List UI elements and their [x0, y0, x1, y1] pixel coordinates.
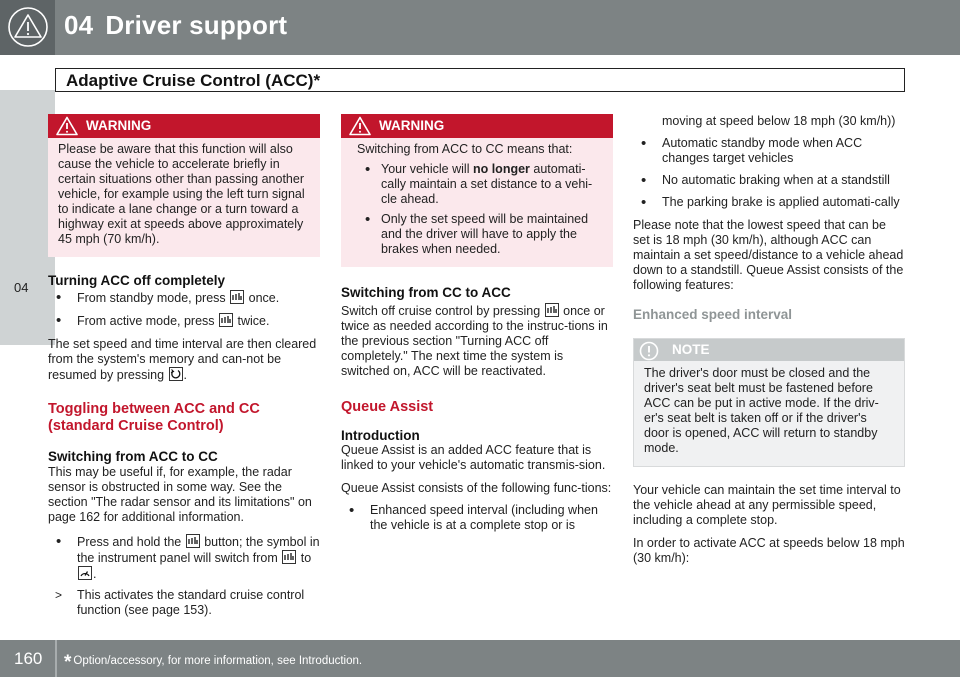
chapter-name: Driver support: [105, 10, 288, 40]
cruise-distance-icon: [219, 313, 233, 327]
list-item-text: .: [93, 567, 97, 581]
paragraph-text: The set speed and time interval are then cleared from the system's memory and can-not be resumed by pressing: [48, 337, 317, 382]
list-item: • Enhanced speed interval (including when the vehicle is at a complete stop or is: [341, 503, 613, 533]
info-icon: [639, 341, 659, 361]
acc-symbol-icon: [282, 550, 296, 564]
warning-title: WARNING: [379, 118, 445, 133]
heading-toggling: Toggling between ACC and CC (standard Cruise Control): [48, 401, 260, 434]
paragraph-text: Switch off cruise control by pressing: [341, 304, 541, 318]
speedometer-icon: [78, 566, 92, 580]
warning-text: Please be aware that this function will also cause the vehicle to accelerate briefly in certain situations other than passing another vehicle, for example using the left turn signal to indicate a lane change or a turn toward a highway exit at speeds above approximately 45 mph (70 km/h).: [58, 142, 305, 246]
chapter-header: [0, 0, 960, 55]
list-item-continuation: moving at speed below 18 mph (30 km/h)): [662, 114, 896, 128]
warning-icon: [349, 116, 371, 136]
paragraph: In order to activate ACC at speeds below 18 mph (30 km/h):: [633, 536, 905, 565]
column-1: [48, 114, 320, 618]
paragraph: This may be useful if, for example, the radar sensor is obstructed in some way. See the section "The radar sensor and its limitations" on page 162 for additional information.: [48, 465, 312, 524]
warning-box-header: [341, 114, 613, 138]
warning-triangle-icon: [0, 0, 55, 55]
note-title: NOTE: [672, 342, 710, 357]
warning-box: [48, 114, 320, 257]
paragraph: Queue Assist consists of the following func-tions:: [341, 481, 612, 495]
page-number: 160: [14, 649, 43, 668]
cruise-distance-icon: [186, 534, 200, 548]
note-text: The driver's door must be closed and the driver's seat belt must be fastened before ACC can be put in active mode. If the driv-er's seat belt is taken off or if the driver's door is opened, ACC will return to standby mode.: [644, 366, 879, 455]
warning-box-header: [48, 114, 320, 138]
warning-box: [341, 114, 613, 267]
list-item-text: button; the symbol in the instrument panel will switch from: [77, 535, 320, 565]
list-item: • Only the set speed will be maintained and the driver will have to apply the brakes when needed.: [357, 212, 603, 257]
chapter-title: [64, 10, 287, 41]
list-item: [357, 162, 603, 207]
page-footer: [0, 640, 960, 677]
list-item-text: Press and hold the: [77, 535, 182, 549]
warning-body: [341, 138, 613, 267]
heading-enhanced-speed-interval: Enhanced speed interval: [633, 307, 793, 322]
chapter-side-tab: [0, 90, 55, 345]
column-2: [341, 114, 613, 533]
note-box: [633, 338, 905, 467]
resume-icon: [169, 367, 183, 381]
list-item: • The parking brake is applied automati-cally: [633, 195, 905, 210]
paragraph: Your vehicle can maintain the set time interval to the vehicle ahead at any permissible speed, including a complete stop.: [633, 483, 901, 527]
warning-icon: [56, 116, 78, 136]
footnote-text: Option/accessory, for more information, see Introduction.: [73, 655, 363, 667]
column-3: [633, 114, 905, 566]
list-item-emphasis: no longer: [472, 162, 530, 176]
paragraph: [341, 303, 613, 379]
heading-queue-assist: Queue Assist: [341, 399, 434, 415]
list-item-text: From active mode, press: [77, 314, 215, 328]
heading-introduction: Introduction: [341, 428, 420, 443]
list-item-text: Your vehicle will: [381, 162, 470, 176]
list-item: • No automatic braking when at a standstill: [633, 173, 905, 188]
list-item-text: twice.: [237, 314, 270, 328]
warning-title: WARNING: [86, 118, 152, 133]
footer-divider: [55, 640, 57, 677]
list-item-text: once.: [248, 291, 280, 305]
list-item: [48, 290, 320, 306]
chapter-number: 04: [64, 10, 94, 40]
warning-intro: Switching from ACC to CC means that:: [357, 142, 573, 156]
list-item-text: From standby mode, press: [77, 291, 226, 305]
heading-turning-acc-off: Turning ACC off completely: [48, 273, 225, 288]
cruise-distance-icon: [545, 303, 559, 317]
section-title-bar: [55, 68, 905, 92]
list-item: • Automatic standby mode when ACC changes target vehicles: [633, 136, 905, 166]
list-item: [48, 313, 320, 329]
paragraph-text: once or twice as needed according to the instruc-tions in the previous section "Turning ACC off completely." The next time the system is switched on, ACC will be reactivated.: [341, 304, 608, 378]
note-box-header: [634, 339, 904, 361]
paragraph: [48, 337, 320, 383]
cruise-distance-icon: [230, 290, 244, 304]
result-item: > This activates the standard cruise control function (see page 153).: [48, 588, 320, 618]
list-item-text: to: [300, 551, 312, 565]
footer-note: [64, 652, 362, 674]
paragraph-text: .: [183, 368, 187, 382]
section-title: Adaptive Cruise Control (ACC)*: [66, 71, 321, 90]
list-item-text: automati-cally maintain a set distance to a vehi-cle ahead.: [381, 162, 593, 206]
paragraph: Please note that the lowest speed that can be set is 18 mph (30 km/h), although ACC can maintain a set speed/distance to a vehicle ahead down to a standstill. Queue Assist consists of the following features:: [633, 218, 904, 292]
heading-cc-to-acc: Switching from CC to ACC: [341, 285, 511, 300]
heading-acc-to-cc: Switching from ACC to CC: [48, 449, 218, 464]
side-tab-label: 04: [14, 280, 29, 295]
paragraph: Queue Assist is an added ACC feature that is linked to your vehicle's automatic transmis-sion.: [341, 443, 606, 472]
list-item: [48, 534, 320, 582]
footnote-star: *: [64, 652, 72, 673]
